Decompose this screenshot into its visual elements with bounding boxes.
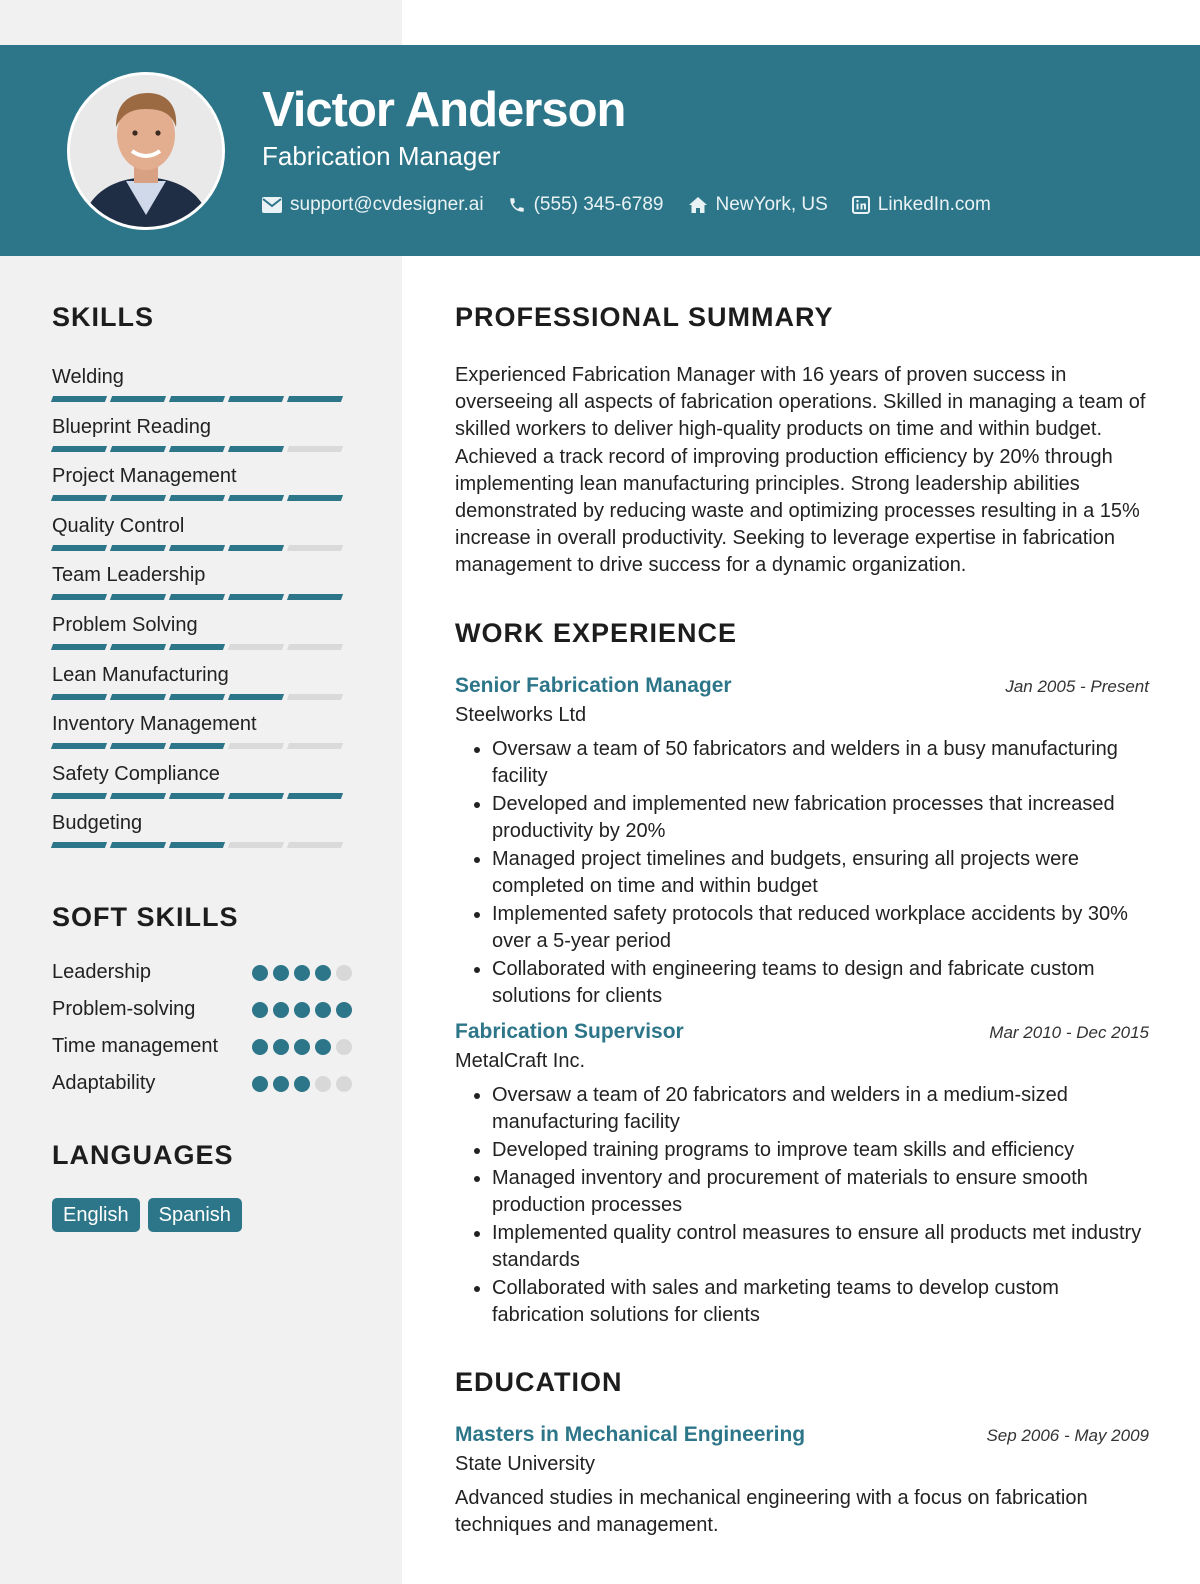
- skill-level-segment: [228, 396, 284, 402]
- skill-name: Quality Control: [52, 514, 185, 537]
- bullet-item: • Managed inventory and procurement of materials to ensure smooth production processes: [492, 1165, 1149, 1219]
- rating-dot: [294, 1076, 310, 1092]
- job-bullets: [455, 736, 1149, 1010]
- company-name: MetalCraft Inc.: [455, 1049, 586, 1072]
- rating-dot: [336, 965, 352, 981]
- education-date: Sep 2006 - May 2009: [986, 1425, 1149, 1445]
- skill-level-segment: [287, 396, 343, 402]
- rating-dot: [252, 1039, 268, 1055]
- bullet-item: • Implemented quality control measures to ensure all products met industry standards: [492, 1220, 1149, 1274]
- skill-item: [52, 761, 352, 811]
- skill-level-segment: [169, 842, 225, 848]
- skill-name: Problem Solving: [52, 613, 198, 636]
- rating-dot: [252, 1076, 268, 1092]
- skill-level-bar: [52, 396, 352, 402]
- soft-skills-list: [52, 958, 352, 1098]
- rating-dot: [273, 1002, 289, 1018]
- bullet-item: • Collaborated with engineering teams to design and fabricate custom solutions for clients: [492, 956, 1149, 1010]
- skill-level-segment: [110, 495, 166, 501]
- skill-level-segment: [51, 446, 107, 452]
- skill-level-segment: [287, 495, 343, 501]
- skill-level-segment: [51, 594, 107, 600]
- skill-item: [52, 513, 352, 563]
- bullet-item: • Oversaw a team of 20 fabricators and welders in a medium-sized manufacturing facility: [492, 1082, 1149, 1136]
- soft-skill-name: Problem-solving: [52, 997, 196, 1020]
- skill-level-segment: [169, 446, 225, 452]
- skill-level-segment: [228, 842, 284, 848]
- job-title: Senior Fabrication Manager: [455, 673, 732, 697]
- skill-item: [52, 414, 352, 464]
- skills-section: [52, 300, 352, 860]
- soft-skill-item: [52, 995, 352, 1024]
- skill-level-segment: [228, 594, 284, 600]
- skills-title: SKILLS: [52, 302, 155, 332]
- skill-level-bar: [52, 644, 352, 650]
- skill-level-bar: [52, 793, 352, 799]
- rating-dot: [336, 1002, 352, 1018]
- skill-level-bar: [52, 743, 352, 749]
- rating-dot: [273, 1039, 289, 1055]
- soft-skill-rating: [252, 1002, 352, 1018]
- education-title: EDUCATION: [455, 1366, 623, 1397]
- contact-location[interactable]: [688, 194, 828, 216]
- job-entry: [455, 1020, 1149, 1329]
- education-entry: [455, 1423, 1149, 1539]
- bullet-item: • Managed project timelines and budgets, ensuring all projects were completed on time and within budget: [492, 846, 1149, 900]
- rating-dot: [294, 965, 310, 981]
- company-name: Steelworks Ltd: [455, 703, 587, 726]
- soft-skills-title: SOFT SKILLS: [52, 901, 239, 932]
- experience-title: WORK EXPERIENCE: [455, 617, 738, 648]
- soft-skills-section: [52, 900, 352, 1098]
- languages-section: [52, 1138, 352, 1232]
- skill-name: Project Management: [52, 465, 237, 488]
- skill-item: [52, 364, 352, 414]
- skill-level-segment: [169, 545, 225, 551]
- skill-level-segment: [169, 644, 225, 650]
- language-badge: English: [52, 1198, 140, 1232]
- summary-text: Experienced Fabrication Manager with 16 years of proven success in overseeing all aspects of fabrication operations. Skilled in managing a team of skilled workers to deliver high-quality products on time and within budget. Achieved a track record of improving production efficiency by 20% through implementing lean manufacturing principles. Strong leadership abilities demonstrated by reducing waste and optimizing processes resulting in a 15% increase in overall productivity. Seeking to leverage expertise in fabrication management to drive success for a dynamic organization.: [455, 364, 1146, 577]
- bullet-item: • Implemented safety protocols that reduced workplace accidents by 30% over a 5-year period: [492, 901, 1149, 955]
- skill-level-segment: [228, 545, 284, 551]
- skill-level-bar: [52, 495, 352, 501]
- skill-level-segment: [287, 594, 343, 600]
- rating-dot: [273, 965, 289, 981]
- linkedin-icon: [852, 196, 870, 214]
- summary-title: PROFESSIONAL SUMMARY: [455, 302, 834, 332]
- rating-dot: [273, 1076, 289, 1092]
- soft-skill-item: [52, 1069, 352, 1098]
- skill-level-segment: [110, 694, 166, 700]
- contact-email[interactable]: [262, 194, 484, 216]
- skill-level-segment: [228, 743, 284, 749]
- skill-item: [52, 810, 352, 860]
- skill-level-segment: [287, 842, 343, 848]
- skill-level-segment: [51, 644, 107, 650]
- avatar: [67, 72, 225, 230]
- soft-skill-rating: [252, 1039, 352, 1055]
- skill-level-segment: [51, 396, 107, 402]
- skill-item: [52, 662, 352, 712]
- candidate-role: Fabrication Manager: [262, 141, 501, 171]
- skill-level-segment: [51, 694, 107, 700]
- skill-level-segment: [228, 495, 284, 501]
- contact-phone[interactable]: [508, 194, 664, 216]
- degree-title: Masters in Mechanical Engineering: [455, 1422, 806, 1446]
- left-column: [52, 300, 352, 1232]
- skill-level-segment: [228, 694, 284, 700]
- skill-level-segment: [287, 545, 343, 551]
- skill-level-segment: [169, 396, 225, 402]
- skill-level-segment: [110, 396, 166, 402]
- contact-bar: [262, 190, 991, 220]
- skill-level-segment: [169, 793, 225, 799]
- skill-name: Team Leadership: [52, 564, 206, 587]
- skill-level-segment: [51, 793, 107, 799]
- email-text: support@cvdesigner.ai: [290, 194, 484, 215]
- skill-level-segment: [51, 743, 107, 749]
- job-header: [455, 674, 1149, 698]
- job-date: Jan 2005 - Present: [1005, 676, 1149, 696]
- education-section: [455, 1365, 1149, 1539]
- skill-name: Budgeting: [52, 812, 143, 835]
- languages-title: LANGUAGES: [52, 1139, 234, 1170]
- soft-skill-item: [52, 958, 352, 987]
- skill-level-segment: [169, 594, 225, 600]
- soft-skill-name: Adaptability: [52, 1071, 156, 1094]
- skill-level-segment: [169, 743, 225, 749]
- skill-name: Inventory Management: [52, 713, 257, 736]
- languages-list: [52, 1198, 352, 1232]
- skill-level-bar: [52, 842, 352, 848]
- rating-dot: [252, 965, 268, 981]
- rating-dot: [294, 1039, 310, 1055]
- skill-level-segment: [51, 495, 107, 501]
- rating-dot: [294, 1002, 310, 1018]
- home-icon: [688, 196, 708, 214]
- rating-dot: [315, 1039, 331, 1055]
- bullet-item: • Collaborated with sales and marketing teams to develop custom fabrication solutions for clients: [492, 1275, 1149, 1329]
- skill-level-bar: [52, 545, 352, 551]
- job-date: Mar 2010 - Dec 2015: [989, 1022, 1149, 1042]
- summary-section: [455, 300, 1149, 580]
- skill-item: [52, 612, 352, 662]
- skill-level-segment: [228, 644, 284, 650]
- soft-skill-name: Time management: [52, 1034, 218, 1057]
- skill-level-segment: [110, 743, 166, 749]
- skill-level-segment: [287, 793, 343, 799]
- skill-level-segment: [110, 545, 166, 551]
- skill-level-segment: [51, 842, 107, 848]
- soft-skill-name: Leadership: [52, 960, 151, 983]
- rating-dot: [315, 1076, 331, 1092]
- skill-level-segment: [169, 495, 225, 501]
- rating-dot: [315, 1002, 331, 1018]
- skill-item: [52, 562, 352, 612]
- skill-name: Blueprint Reading: [52, 415, 211, 438]
- bullet-item: • Developed training programs to improve team skills and efficiency: [492, 1137, 1149, 1164]
- skill-level-segment: [287, 743, 343, 749]
- bullet-item: • Developed and implemented new fabrication processes that increased productivity by 20%: [492, 791, 1149, 845]
- skills-list: [52, 364, 352, 860]
- right-column: [455, 300, 1149, 1539]
- skill-item: [52, 463, 352, 513]
- skill-name: Lean Manufacturing: [52, 663, 229, 686]
- experience-section: [455, 616, 1149, 1329]
- jobs-list: [455, 674, 1149, 1329]
- skill-level-segment: [287, 446, 343, 452]
- bullet-item: • Oversaw a team of 50 fabricators and welders in a busy manufacturing facility: [492, 736, 1149, 790]
- skill-item: [52, 711, 352, 761]
- rating-dot: [252, 1002, 268, 1018]
- linkedin-text: LinkedIn.com: [877, 194, 991, 215]
- skill-level-segment: [110, 842, 166, 848]
- skill-level-segment: [287, 644, 343, 650]
- contact-linkedin[interactable]: [852, 194, 991, 216]
- skill-level-segment: [110, 594, 166, 600]
- candidate-name: Victor Anderson: [262, 83, 626, 137]
- skill-level-segment: [228, 793, 284, 799]
- phone-icon: [508, 196, 526, 214]
- profile-photo: [70, 75, 222, 227]
- skill-level-segment: [110, 644, 166, 650]
- job-entry: [455, 674, 1149, 1010]
- phone-text: (555) 345-6789: [533, 194, 664, 215]
- rating-dot: [315, 965, 331, 981]
- skill-level-segment: [169, 694, 225, 700]
- education-description: Advanced studies in mechanical engineering with a focus on fabrication techniques and management.: [455, 1486, 1088, 1536]
- skill-name: Safety Compliance: [52, 762, 220, 785]
- skill-name: Welding: [52, 366, 124, 388]
- skill-level-bar: [52, 694, 352, 700]
- skill-level-segment: [228, 446, 284, 452]
- soft-skill-rating: [252, 965, 352, 981]
- skill-level-segment: [287, 694, 343, 700]
- skill-level-bar: [52, 446, 352, 452]
- soft-skill-rating: [252, 1076, 352, 1092]
- skill-level-bar: [52, 594, 352, 600]
- skill-level-segment: [110, 793, 166, 799]
- rating-dot: [336, 1076, 352, 1092]
- school-name: State University: [455, 1452, 596, 1475]
- skill-level-segment: [51, 545, 107, 551]
- envelope-icon: [262, 197, 282, 213]
- job-header: [455, 1020, 1149, 1044]
- rating-dot: [336, 1039, 352, 1055]
- soft-skill-item: [52, 1032, 352, 1061]
- skill-level-segment: [110, 446, 166, 452]
- job-title: Fabrication Supervisor: [455, 1019, 684, 1043]
- job-bullets: [455, 1082, 1149, 1329]
- language-badge: Spanish: [148, 1198, 242, 1232]
- location-text: NewYork, US: [715, 194, 828, 215]
